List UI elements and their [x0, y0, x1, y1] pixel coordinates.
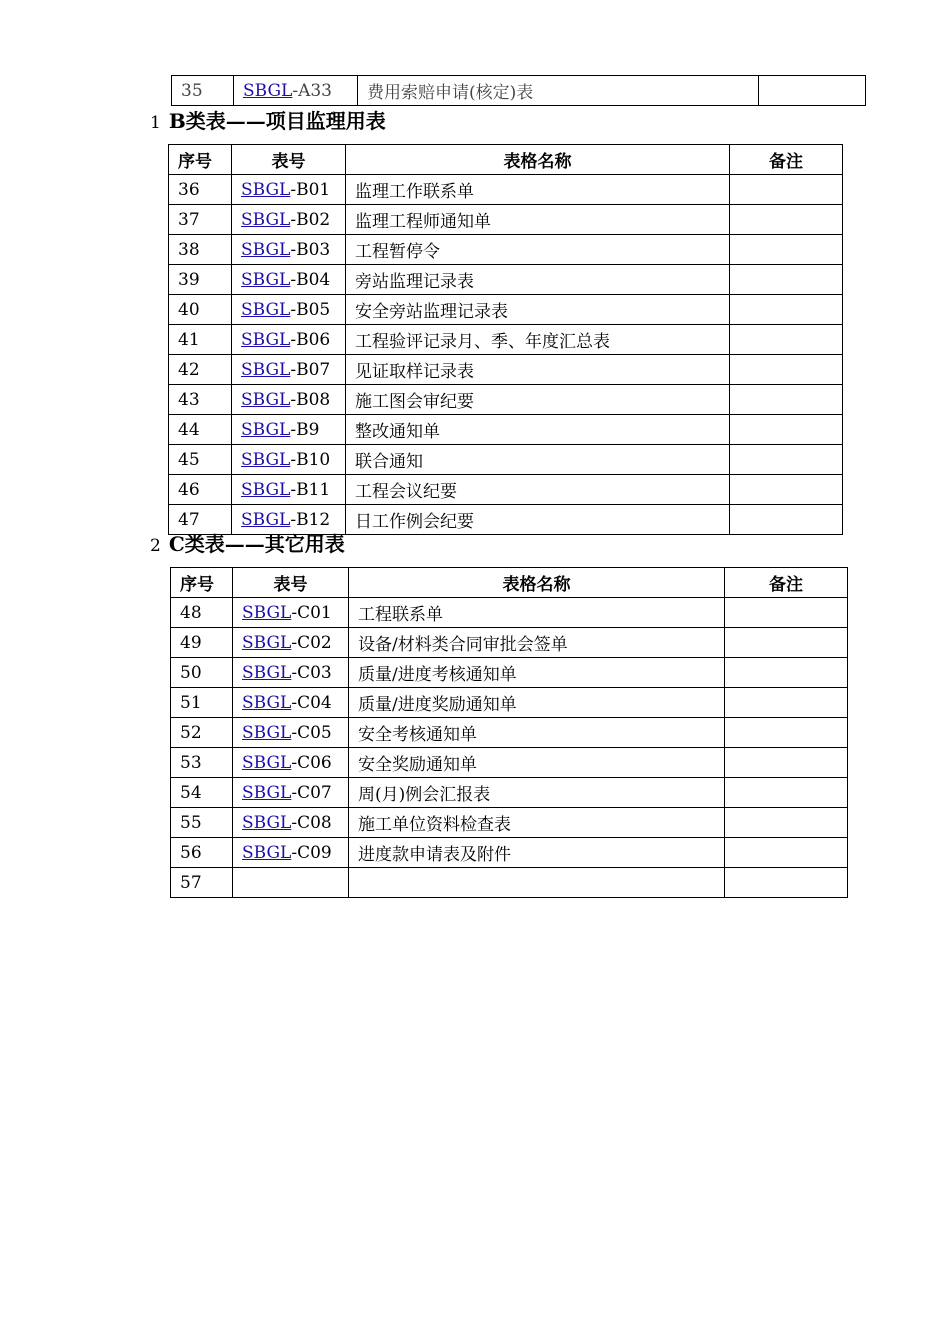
form-note — [730, 325, 843, 355]
table-row — [171, 658, 848, 688]
form-note — [730, 445, 843, 475]
section-b-number: 1 — [150, 113, 161, 133]
row-number: 35 — [172, 76, 234, 106]
table-row — [169, 445, 843, 475]
form-code-suffix: -B12 — [290, 509, 331, 530]
row-number: 37 — [169, 205, 232, 235]
form-note — [725, 688, 848, 718]
form-code-link[interactable]: SBGL — [241, 239, 291, 260]
header-name: 表格名称 — [349, 568, 725, 598]
table-row — [169, 415, 843, 445]
form-code-suffix: -B03 — [290, 239, 331, 260]
form-code — [232, 445, 346, 475]
form-code-suffix: -C03 — [291, 662, 332, 683]
section-c-number: 2 — [150, 536, 161, 556]
form-note — [725, 748, 848, 778]
table-row — [171, 808, 848, 838]
row-number: 56 — [171, 838, 233, 868]
form-code-link[interactable]: SBGL — [242, 662, 292, 683]
form-note — [730, 355, 843, 385]
row-number: 47 — [169, 505, 232, 535]
table-row — [169, 295, 843, 325]
row-number: 39 — [169, 265, 232, 295]
table-row — [171, 718, 848, 748]
form-code-suffix: -B11 — [290, 479, 331, 500]
form-code-suffix: -B02 — [290, 209, 331, 230]
table-row — [171, 598, 848, 628]
form-note — [730, 475, 843, 505]
form-code — [232, 475, 346, 505]
form-code — [233, 628, 349, 658]
form-code — [233, 748, 349, 778]
table-body-b — [169, 175, 843, 535]
header-code: 表号 — [232, 145, 346, 175]
table-row — [171, 868, 848, 898]
form-code-link[interactable]: SBGL — [242, 692, 292, 713]
table-row — [171, 628, 848, 658]
row-number: 54 — [171, 778, 233, 808]
form-code-link[interactable]: SBGL — [241, 179, 291, 200]
form-code-suffix: -B05 — [290, 299, 331, 320]
form-code — [233, 868, 349, 898]
form-code — [232, 355, 346, 385]
form-code-link[interactable]: SBGL — [241, 269, 291, 290]
row-number: 41 — [169, 325, 232, 355]
form-name: 监理工程师通知单 — [346, 205, 730, 235]
form-note — [730, 385, 843, 415]
form-code — [233, 598, 349, 628]
row-number: 38 — [169, 235, 232, 265]
form-code-suffix: -B9 — [290, 419, 320, 440]
section-c-heading — [150, 528, 345, 557]
row-number: 45 — [169, 445, 232, 475]
form-name: 监理工作联系单 — [346, 175, 730, 205]
form-code-suffix: -C09 — [291, 842, 332, 863]
form-code-link[interactable]: SBGL — [242, 842, 292, 863]
table-row — [171, 688, 848, 718]
form-code — [232, 415, 346, 445]
form-code-link[interactable]: SBGL — [242, 632, 292, 653]
table-row — [169, 325, 843, 355]
form-name: 费用索赔申请(核定)表 — [358, 76, 759, 106]
form-name — [349, 868, 725, 898]
table-header-row — [169, 145, 843, 175]
form-name: 工程验评记录月、季、年度汇总表 — [346, 325, 730, 355]
table-row — [169, 235, 843, 265]
form-code-suffix: -C05 — [291, 722, 332, 743]
row-number: 52 — [171, 718, 233, 748]
form-note — [730, 295, 843, 325]
form-code — [232, 205, 346, 235]
table-row — [169, 385, 843, 415]
header-no: 序号 — [171, 568, 233, 598]
form-code-link[interactable]: SBGL — [241, 299, 291, 320]
form-code-suffix: -C07 — [291, 782, 332, 803]
form-code-link[interactable]: SBGL — [241, 479, 291, 500]
form-code-suffix: -B07 — [290, 359, 331, 380]
form-note — [725, 628, 848, 658]
row-number: 53 — [171, 748, 233, 778]
form-code-suffix: -B06 — [290, 329, 331, 350]
row-number: 46 — [169, 475, 232, 505]
row-number: 51 — [171, 688, 233, 718]
row-number: 48 — [171, 598, 233, 628]
table-section-a-tail — [171, 75, 866, 106]
table-row — [172, 76, 866, 106]
form-code — [233, 658, 349, 688]
form-name: 质量/进度考核通知单 — [349, 658, 725, 688]
form-code-suffix: -C04 — [291, 692, 332, 713]
form-code-link[interactable]: SBGL — [243, 80, 293, 101]
table-row — [169, 205, 843, 235]
form-name: 联合通知 — [346, 445, 730, 475]
form-code-suffix: -C02 — [291, 632, 332, 653]
form-name: 日工作例会纪要 — [346, 505, 730, 535]
form-name: 安全考核通知单 — [349, 718, 725, 748]
form-name: 工程联系单 — [349, 598, 725, 628]
form-note — [725, 658, 848, 688]
form-code-link[interactable]: SBGL — [242, 602, 292, 623]
form-code-link[interactable]: SBGL — [241, 359, 291, 380]
form-code-link[interactable]: SBGL — [241, 509, 291, 530]
row-number: 42 — [169, 355, 232, 385]
form-note — [725, 838, 848, 868]
row-number: 36 — [169, 175, 232, 205]
form-note — [730, 175, 843, 205]
form-code — [233, 778, 349, 808]
form-code-link[interactable]: SBGL — [241, 389, 291, 410]
form-code-suffix: -B10 — [290, 449, 331, 470]
row-number: 57 — [171, 868, 233, 898]
form-note — [730, 415, 843, 445]
form-name: 质量/进度奖励通知单 — [349, 688, 725, 718]
form-code-link[interactable]: SBGL — [242, 782, 292, 803]
table-row — [171, 778, 848, 808]
form-code-suffix: -B08 — [290, 389, 331, 410]
form-note — [730, 265, 843, 295]
form-code-link[interactable]: SBGL — [241, 449, 291, 470]
form-name: 施工图会审纪要 — [346, 385, 730, 415]
table-row — [169, 265, 843, 295]
form-code — [232, 325, 346, 355]
form-note — [730, 505, 843, 535]
form-code — [232, 385, 346, 415]
form-code-suffix: -C08 — [291, 812, 332, 833]
form-note — [725, 718, 848, 748]
form-code — [233, 838, 349, 868]
form-code-suffix: -C06 — [291, 752, 332, 773]
form-code-suffix: -B01 — [290, 179, 331, 200]
form-code-link[interactable]: SBGL — [242, 722, 292, 743]
form-note — [759, 76, 866, 106]
section-b-title: B类表——项目监理用表 — [168, 109, 386, 133]
row-number: 50 — [171, 658, 233, 688]
form-code — [232, 235, 346, 265]
form-name: 工程会议纪要 — [346, 475, 730, 505]
form-note — [725, 598, 848, 628]
form-code-link[interactable]: SBGL — [242, 752, 292, 773]
row-number: 40 — [169, 295, 232, 325]
header-note: 备注 — [730, 145, 843, 175]
header-name: 表格名称 — [346, 145, 730, 175]
form-code — [232, 295, 346, 325]
form-code — [233, 688, 349, 718]
table-body-c — [171, 598, 848, 898]
form-code — [232, 175, 346, 205]
row-number: 55 — [171, 808, 233, 838]
form-name: 进度款申请表及附件 — [349, 838, 725, 868]
row-number: 44 — [169, 415, 232, 445]
form-note — [725, 808, 848, 838]
table-row — [169, 475, 843, 505]
table-row — [169, 175, 843, 205]
table-section-c — [170, 567, 848, 898]
row-number: 43 — [169, 385, 232, 415]
form-note — [730, 205, 843, 235]
form-code-link[interactable]: SBGL — [241, 209, 291, 230]
form-code-suffix: -A33 — [292, 80, 332, 101]
header-no: 序号 — [169, 145, 232, 175]
form-name: 施工单位资料检查表 — [349, 808, 725, 838]
table-section-b — [168, 144, 843, 535]
section-c-title: C类表——其它用表 — [168, 532, 345, 556]
form-name: 旁站监理记录表 — [346, 265, 730, 295]
form-code — [233, 808, 349, 838]
form-code — [234, 76, 358, 106]
table-row — [169, 355, 843, 385]
form-note — [725, 868, 848, 898]
form-name: 工程暂停令 — [346, 235, 730, 265]
form-name: 安全旁站监理记录表 — [346, 295, 730, 325]
form-name: 见证取样记录表 — [346, 355, 730, 385]
form-name: 整改通知单 — [346, 415, 730, 445]
form-code-suffix: -B04 — [290, 269, 331, 290]
form-code — [232, 265, 346, 295]
table-row — [171, 838, 848, 868]
row-number: 49 — [171, 628, 233, 658]
form-code-link[interactable]: SBGL — [242, 812, 292, 833]
form-code-suffix: -C01 — [291, 602, 332, 623]
header-code: 表号 — [233, 568, 349, 598]
table-header-row — [171, 568, 848, 598]
form-note — [730, 235, 843, 265]
form-code-link[interactable]: SBGL — [241, 329, 291, 350]
form-name: 安全奖励通知单 — [349, 748, 725, 778]
table-row — [171, 748, 848, 778]
form-name: 周(月)例会汇报表 — [349, 778, 725, 808]
section-b-heading — [150, 105, 386, 134]
form-name: 设备/材料类合同审批会签单 — [349, 628, 725, 658]
form-note — [725, 778, 848, 808]
form-code — [233, 718, 349, 748]
form-code-link[interactable]: SBGL — [241, 419, 291, 440]
header-note: 备注 — [725, 568, 848, 598]
